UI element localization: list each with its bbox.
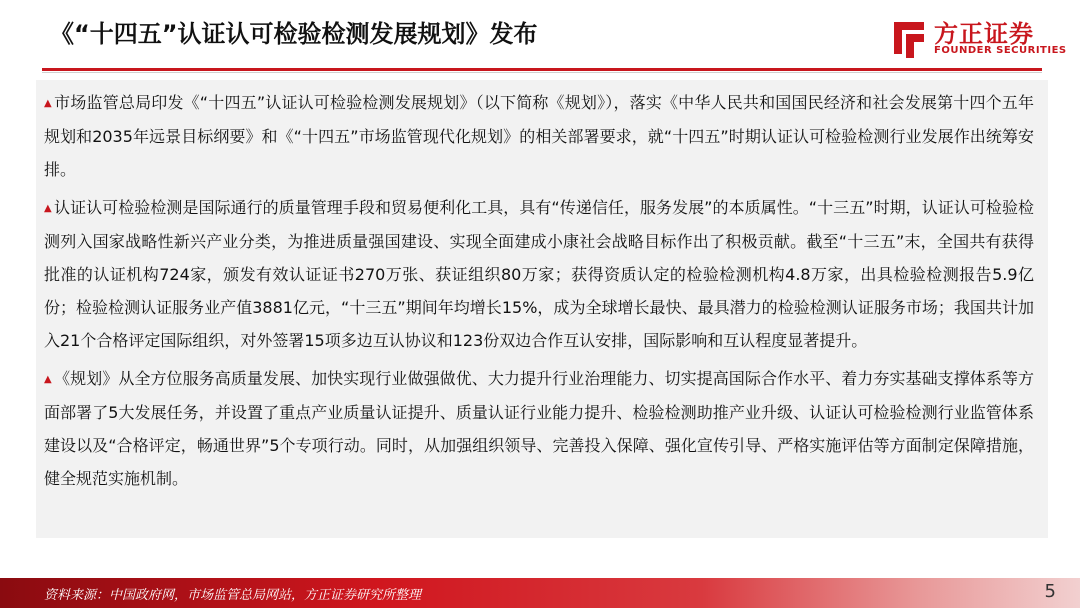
content-panel (36, 80, 1048, 538)
triangle-bullet-icon: ▲ (44, 374, 52, 385)
header-divider-red (42, 68, 1042, 71)
founder-logo-icon (888, 16, 928, 60)
header-divider-gray (42, 72, 1042, 73)
paragraph-1 (44, 86, 1034, 186)
footer-bar (0, 578, 1080, 608)
paragraph-text: 市场监管总局印发《“十四五”认证认可检验检测发展规划》（以下简称《规划》），落实《中华人民共和国国民经济和社会发展第十四个五年规划和2035年远景目标纲要》和《“十四五”市场监管现代化规划》的相关部署要求，就“十四五”时期认证认可检验检测行业发展作出统筹安排。 (44, 93, 1034, 179)
paragraph-3 (44, 362, 1034, 495)
logo-chinese-name: 方正证券 (934, 20, 1034, 48)
founder-logo (844, 14, 1067, 62)
page-number: 5 (1044, 581, 1056, 602)
source-note: 资料来源：中国政府网，市场监管总局网站，方正证券研究所整理 (44, 588, 422, 603)
logo-english-name: FOUNDER SECURITIES (934, 45, 1067, 56)
page-title: 《“十四五”认证认可检验检测发展规划》发布 (50, 20, 538, 48)
paragraph-text: 认证认可检验检测是国际通行的质量管理手段和贸易便利化工具，具有“传递信任，服务发展”的本质属性。“十三五”时期，认证认可检验检测列入国家战略性新兴产业分类，为推进质量强国建设、实现全面建成小康社会战略目标作出了积极贡献。截至“十三五”末，全国共有获得批准的认证机构724家，颁发有效认证证书270万张、获证组织80万家；获得资质认定的检验检测机构4.8万家，出具检验检测报告5.9亿份；检验检测认证服务业产值3881亿元，“十三五”期间年均增长15%，成为全球增长最快、最具潜力的检验检测认证服务市场；我国共计加入21个合格评定国际组织，对外签署15项多边互认协议和123份双边合作互认安排，国际影响和互认程度显著提升。 (44, 198, 1034, 350)
triangle-bullet-icon: ▲ (44, 98, 52, 109)
paragraph-2 (44, 191, 1034, 357)
triangle-bullet-icon: ▲ (44, 203, 52, 214)
paragraph-text: 《规划》从全方位服务高质量发展、加快实现行业做强做优、大力提升行业治理能力、切实提高国际合作水平、着力夯实基础支撑体系等方面部署了5大发展任务，并设置了重点产业质量认证提升、质量认证行业能力提升、检验检测助推产业升级、认证认可检验检测行业监管体系建设以及“合格评定，畅通世界”5个专项行动。同时，从加强组织领导、完善投入保障、强化宣传引导、严格实施评估等方面制定保障措施，健全规范实施机制。 (44, 369, 1034, 488)
